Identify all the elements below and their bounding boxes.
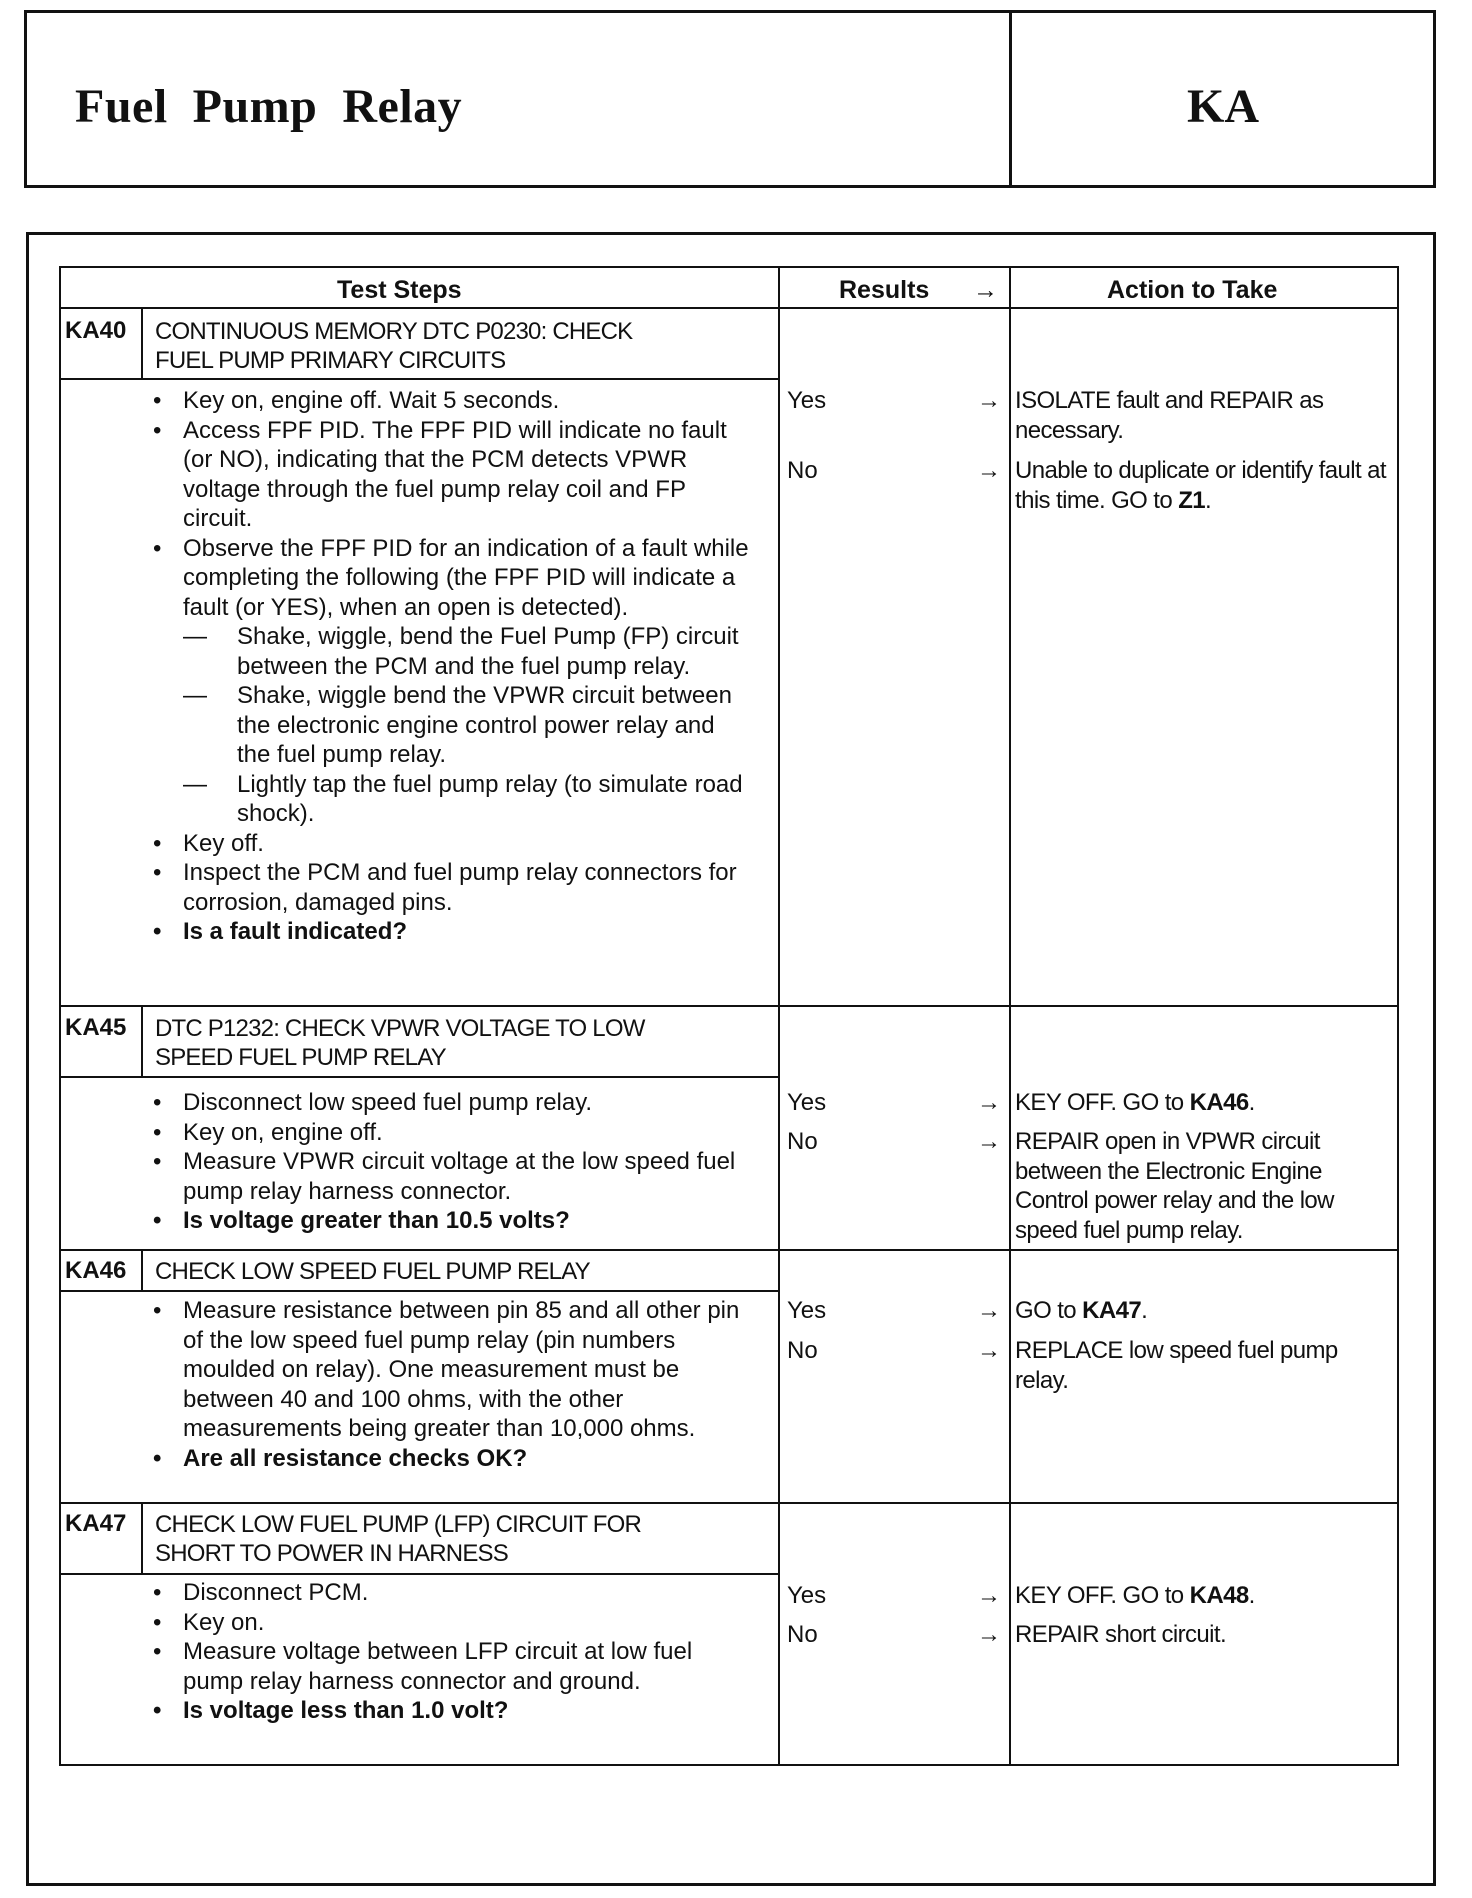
action-tail: .: [1248, 1089, 1255, 1116]
step-title: CHECK LOW SPEED FUEL PUMP RELAY: [155, 1258, 590, 1285]
result-no: No: [787, 457, 818, 484]
list-item: — Shake, wiggle bend the VPWR circuit between the electronic engine control power relay and the fuel pump relay.: [141, 681, 751, 770]
list-item: • Measure resistance between pin 85 and all other pin of the low speed fuel pump relay (pin numbers moulded on relay). One measurement must be between 40 and 100 ohms, with the other measurements being greater than 10,000 ohms.: [141, 1296, 751, 1444]
list-item: • Measure VPWR circuit voltage at the low speed fuel pump relay harness connector.: [141, 1147, 751, 1206]
arrow-icon: →: [977, 1128, 1001, 1155]
list-item: • Disconnect PCM.: [141, 1578, 751, 1608]
list-item: • Measure voltage between LFP circuit at low fuel pump relay harness connector and ground.: [141, 1637, 751, 1696]
col-header-action: Action to Take: [1107, 276, 1278, 304]
action-tail: .: [1205, 486, 1212, 514]
list-item: — Shake, wiggle, bend the Fuel Pump (FP) circuit between the PCM and the fuel pump relay.: [141, 622, 751, 681]
step-title: CONTINUOUS MEMORY DTC P0230: CHECK FUEL PUMP PRIMARY CIRCUITS: [155, 318, 633, 374]
list-item: • Disconnect low speed fuel pump relay.: [141, 1088, 751, 1118]
step-question: • Are all resistance checks OK?: [141, 1444, 751, 1474]
result-no: No: [787, 1337, 818, 1364]
step-id: KA40: [65, 317, 127, 344]
step-reference: KA48: [1189, 1582, 1249, 1609]
list-item: — Lightly tap the fuel pump relay (to simulate road shock).: [141, 770, 751, 829]
arrow-icon: →: [977, 1297, 1001, 1324]
action-text: Unable to duplicate or identify fault at this time. GO to: [1015, 457, 1386, 514]
action-yes: [1015, 1088, 1395, 1118]
arrow-icon: →: [977, 457, 1001, 484]
action-no: REPAIR open in VPWR circuit between the Electronic Engine Control power relay and the low speed fuel pump relay.: [1015, 1128, 1334, 1244]
page-title: Fuel Pump Relay: [75, 80, 463, 133]
list-item: • Access FPF PID. The FPF PID will indicate no fault (or NO), indicating that the PCM detects VPWR voltage through the fuel pump relay coil and FP circuit.: [141, 416, 751, 534]
action-text: GO to: [1015, 1297, 1077, 1324]
step-title: CHECK LOW FUEL PUMP (LFP) CIRCUIT FOR SHORT TO POWER IN HARNESS: [155, 1511, 642, 1567]
list-item: • Inspect the PCM and fuel pump relay connectors for corrosion, damaged pins.: [141, 858, 751, 917]
action-yes: [1015, 1581, 1395, 1611]
step-title: DTC P1232: CHECK VPWR VOLTAGE TO LOW SPEED FUEL PUMP RELAY: [155, 1015, 645, 1071]
header-rule: [61, 307, 1397, 309]
col-header-results: Results: [839, 276, 930, 304]
step-question: • Is a fault indicated?: [141, 917, 751, 947]
action-tail: .: [1141, 1297, 1148, 1324]
arrow-icon: →: [977, 1089, 1001, 1116]
list-item: • Key on, engine off. Wait 5 seconds.: [141, 386, 751, 416]
result-yes: Yes: [787, 1089, 827, 1116]
step-question: • Is voltage less than 1.0 volt?: [141, 1696, 751, 1726]
step-id: KA47: [65, 1510, 127, 1537]
step-instructions: [141, 1578, 751, 1726]
action-yes: ISOLATE fault and REPAIR as necessary.: [1015, 387, 1324, 444]
result-yes: Yes: [787, 1582, 827, 1609]
action-no: REPLACE low speed fuel pump relay.: [1015, 1337, 1338, 1394]
step-instructions: [141, 386, 751, 947]
list-item: • Key on.: [141, 1608, 751, 1638]
list-item: • Key off.: [141, 829, 751, 859]
action-no: [1015, 456, 1395, 515]
result-no: No: [787, 1621, 818, 1648]
diagnostic-table: [59, 266, 1399, 1766]
page-header: [24, 10, 1436, 188]
step-question: • Is voltage greater than 10.5 volts?: [141, 1206, 751, 1236]
action-text: KEY OFF. GO to: [1015, 1582, 1184, 1609]
result-no: No: [787, 1128, 818, 1155]
arrow-icon: →: [977, 387, 1001, 414]
col-header-arrow: →: [973, 276, 998, 304]
result-yes: Yes: [787, 1297, 827, 1324]
col-divider-action: [1009, 268, 1011, 1764]
col-divider-results: [778, 268, 780, 1764]
step-id: KA46: [65, 1257, 127, 1284]
list-item: • Key on, engine off.: [141, 1118, 751, 1148]
action-text: KEY OFF. GO to: [1015, 1089, 1184, 1116]
arrow-icon: →: [977, 1621, 1001, 1648]
arrow-icon: →: [977, 1582, 1001, 1609]
arrow-icon: →: [977, 1337, 1001, 1364]
step-reference: KA46: [1189, 1089, 1249, 1116]
action-yes: [1015, 1296, 1395, 1326]
action-tail: .: [1248, 1582, 1255, 1609]
col-header-steps: Test Steps: [337, 276, 462, 304]
step-reference: Z1: [1178, 486, 1206, 514]
result-yes: Yes: [787, 387, 827, 414]
step-instructions: [141, 1088, 751, 1236]
action-no: REPAIR short circuit.: [1015, 1621, 1227, 1648]
step-reference: KA47: [1082, 1297, 1142, 1324]
step-instructions: [141, 1296, 751, 1473]
list-item: • Observe the FPF PID for an indication of a fault while completing the following (the FPF PID will indicate a fault (or YES), when an open is detected).: [141, 534, 751, 623]
header-divider: [1009, 13, 1012, 185]
section-code: KA: [1187, 80, 1259, 133]
step-id: KA45: [65, 1014, 127, 1041]
